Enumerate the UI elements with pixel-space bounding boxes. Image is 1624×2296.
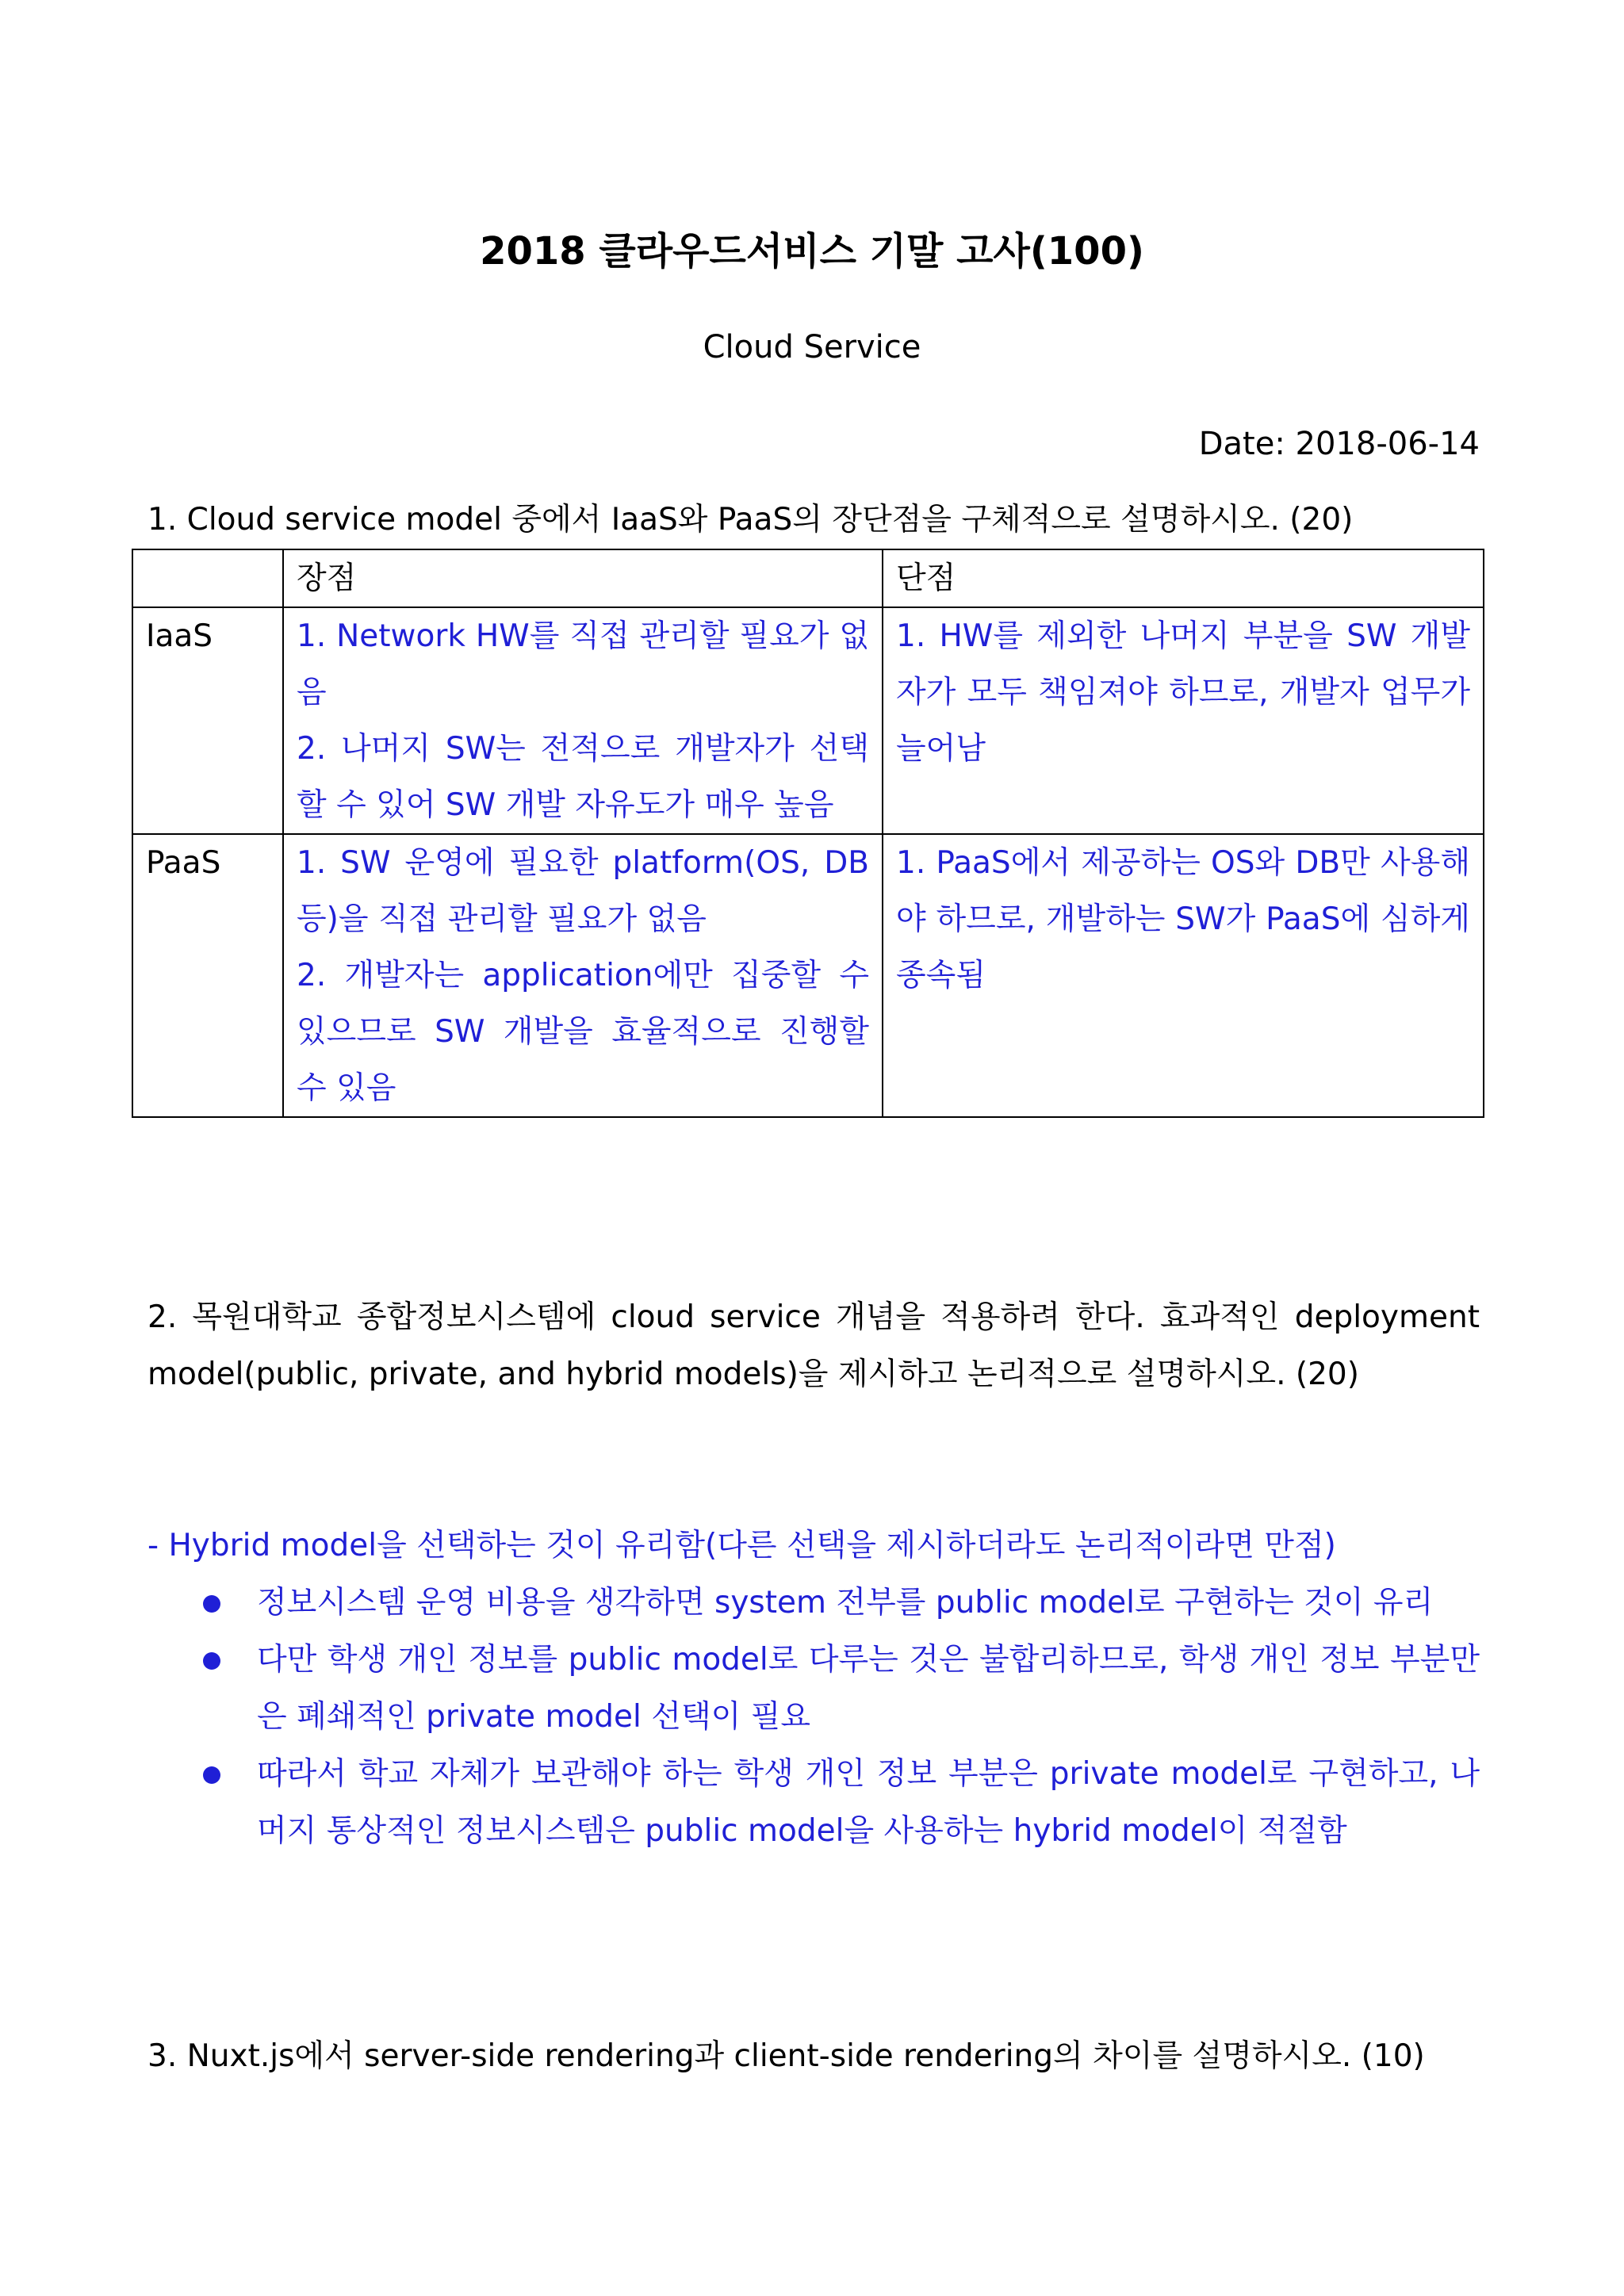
question-2: 2. 목원대학교 종합정보시스템에 cloud service 개념을 적용하려 한다. 효과적인 deployment model(public, private, and hybrid models)을 제시하고 논리적으로 설명하시오. (20) (147, 1299, 1480, 1392)
answer-2-intro: - Hybrid model을 선택하는 것이 유리함(다른 선택을 제시하더라도 논리적이라면 만점) (147, 1528, 1336, 1563)
pros-cons-table (132, 549, 1484, 1118)
iaas-pro-1: 1. Network HW를 직접 관리할 필요가 없음 (297, 618, 869, 710)
table-header-cons: 단점 (883, 549, 1484, 607)
paas-pro-1: 1. SW 운영에 필요한 platform(OS, DB 등)을 직접 관리할 필요가 없음 (297, 845, 869, 937)
bullet-text: 정보시스템 운영 비용을 생각하면 system 전부를 public model로 구현하는 것이 유리 (257, 1585, 1434, 1621)
iaas-cons-cell (883, 607, 1484, 834)
bullet-dot-icon (203, 1766, 220, 1784)
row-label-paas: PaaS (132, 834, 283, 1117)
page-title: 2018 클라우드서비스 기말 고사(100) (480, 229, 1144, 274)
bullet-item (147, 1575, 1480, 1632)
question-3: 3. Nuxt.js에서 server-side rendering과 client-side rendering의 차이를 설명하시오. (10) (147, 2038, 1425, 2074)
bullet-text: 따라서 학교 자체가 보관해야 하는 학생 개인 정보 부분은 private model로 구현하고, 나머지 통상적인 정보시스템은 public model을 사용하는 hybrid model이 적절함 (257, 1756, 1480, 1849)
table-header-pros: 장점 (283, 549, 883, 607)
table-header-empty (132, 549, 283, 607)
row-label-iaas: IaaS (132, 607, 283, 834)
bullet-item (147, 1632, 1480, 1746)
table-row-iaas (132, 607, 1484, 834)
table-row-paas (132, 834, 1484, 1117)
bullet-dot-icon (203, 1652, 220, 1670)
bullet-item (147, 1746, 1480, 1860)
exam-date: Date: 2018-06-14 (1198, 426, 1480, 462)
iaas-pros-cell (283, 607, 883, 834)
question-1: 1. Cloud service model 중에서 IaaS와 PaaS의 장단점을 구체적으로 설명하시오. (20) (147, 502, 1354, 538)
bullet-text: 다만 학생 개인 정보를 public model로 다루는 것은 불합리하므로, 학생 개인 정보 부분만은 폐쇄적인 private model 선택이 필요 (257, 1642, 1480, 1735)
iaas-con-1: 1. HW를 제외한 나머지 부분을 SW 개발자가 모두 책임져야 하므로, 개발자 업무가 늘어남 (896, 618, 1470, 767)
paas-pro-2: 2. 개발자는 application에만 집중할 수 있으므로 SW 개발을 효율적으로 진행할 수 있음 (297, 958, 869, 1106)
iaas-pro-2: 2. 나머지 SW는 전적으로 개발자가 선택할 수 있어 SW 개발 자유도가 매우 높음 (297, 731, 869, 823)
bullet-dot-icon (203, 1595, 220, 1613)
paas-cons-cell (883, 834, 1484, 1117)
paas-pros-cell (283, 834, 883, 1117)
course-subtitle: Cloud Service (703, 329, 921, 365)
table-header-row (132, 549, 1484, 607)
answer-2-bullets (147, 1575, 1480, 1860)
paas-con-1: 1. PaaS에서 제공하는 OS와 DB만 사용해야 하므로, 개발하는 SW가 PaaS에 심하게 종속됨 (896, 845, 1470, 993)
